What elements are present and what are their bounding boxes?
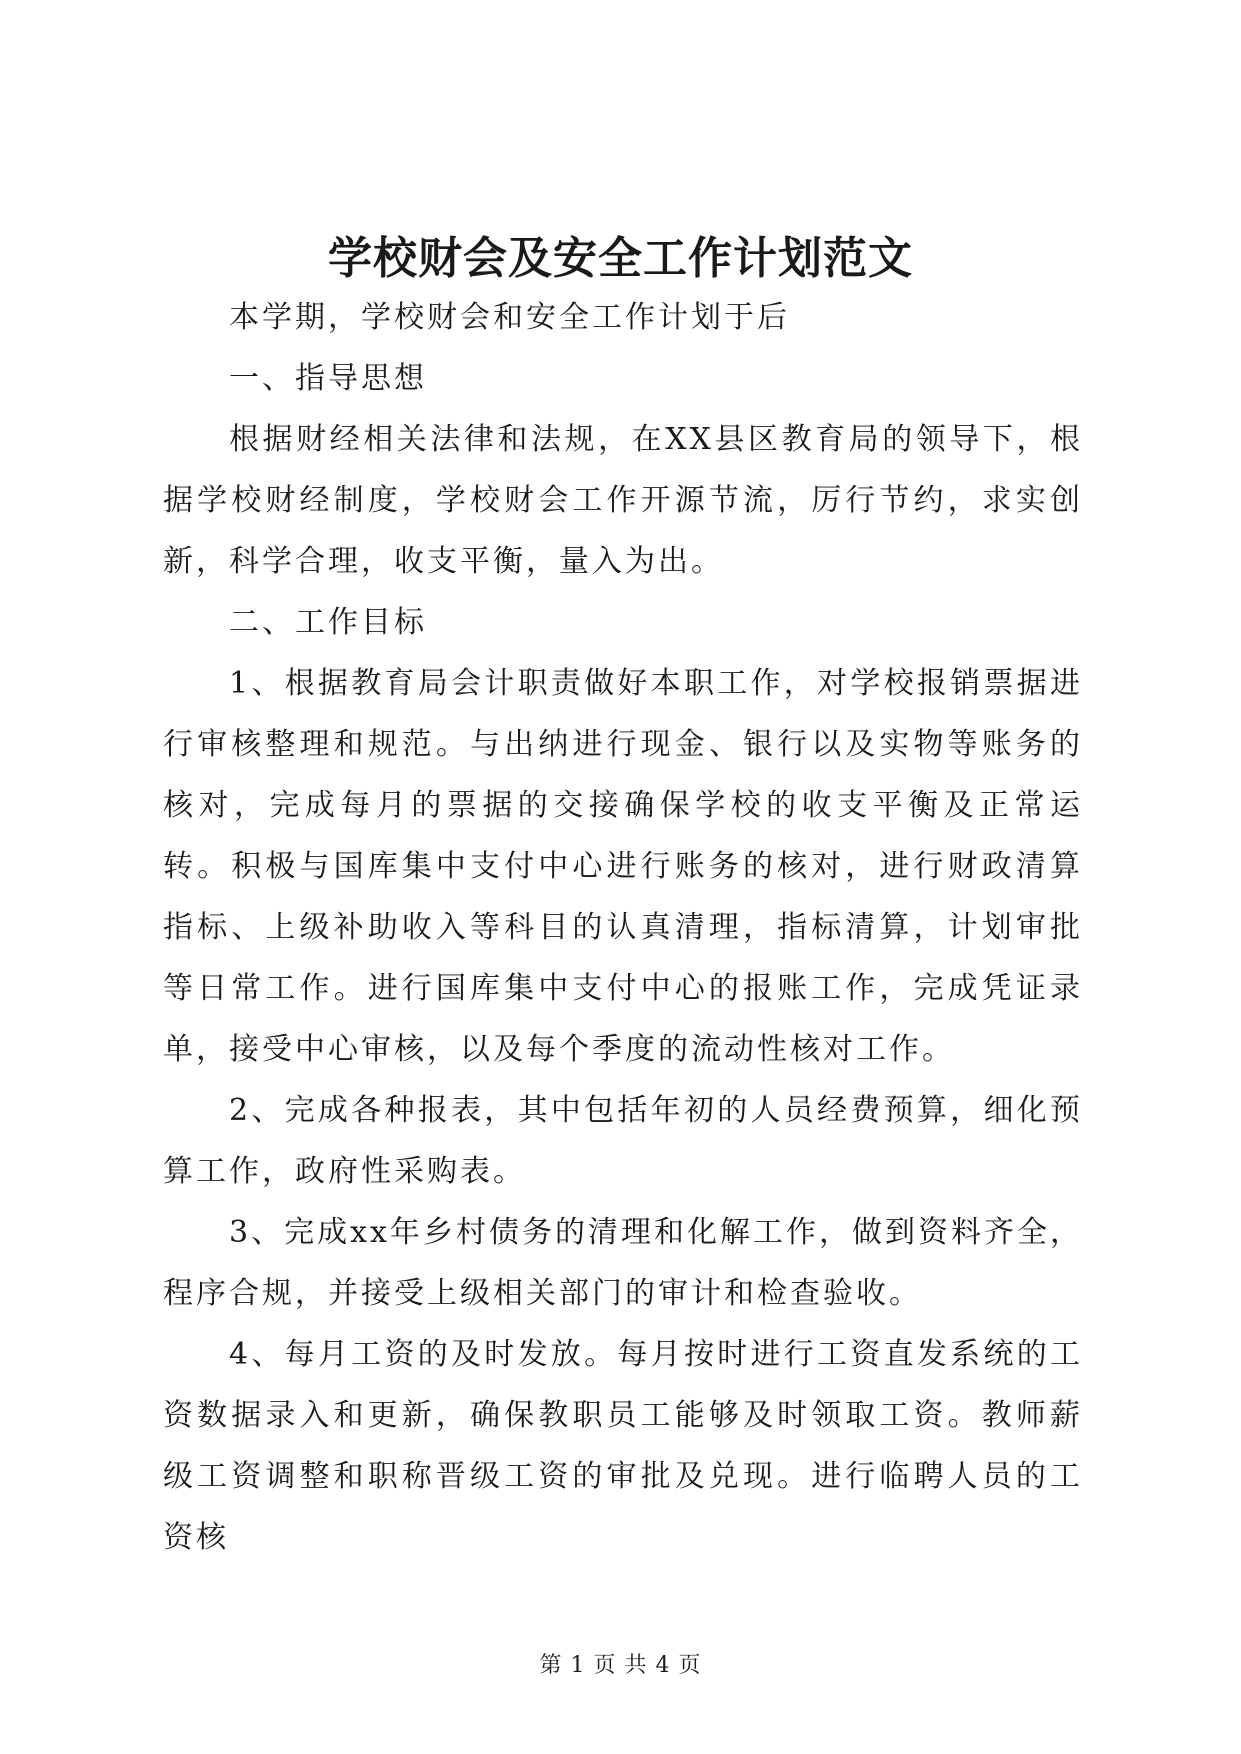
paragraph-goal-1: 1、根据教育局会计职责做好本职工作，对学校报销票据进行审核整理和规范。与出纳进行现金、银行以及实物等账务的核对，完成每月的票据的交接确保学校的收支平衡及正常运转。积极与国库集中支付中心进行账务的核对，进行财政清算指标、上级补助收入等科目的认真清理，指标清算，计划审批等日常工作。进行国库集中支付中心的报账工作，完成凭证录单，接受中心审核，以及每个季度的流动性核对工作。	[163, 666, 1083, 1067]
heading-work-goals: 二、工作目标	[229, 605, 427, 640]
page-footer: 第 1 页 共 4 页	[539, 1653, 702, 1678]
paragraph-guiding-ideology: 根据财经相关法律和法规，在XX县区教育局的领导下，根据学校财经制度，学校财会工作开源节流，厉行节约，求实创新，科学合理，收支平衡，量入为出。	[163, 422, 1083, 579]
document-body	[163, 287, 1083, 1568]
paragraph-goal-3: 3、完成xx年乡村债务的清理和化解工作，做到资料齐全，程序合规，并接受上级相关部门的审计和检查验收。	[163, 1215, 1083, 1311]
document-title: 学校财会及安全工作计划范文	[328, 233, 913, 284]
paragraph-goal-4: 4、每月工资的及时发放。每月按时进行工资直发系统的工资数据录入和更新，确保教职员工能够及时领取工资。教师薪级工资调整和职称晋级工资的审批及兑现。进行临聘人员的工资核	[163, 1337, 1083, 1555]
paragraph-goal-2: 2、完成各种报表，其中包括年初的人员经费预算，细化预算工作，政府性采购表。	[163, 1093, 1083, 1189]
heading-guiding-ideology: 一、指导思想	[229, 361, 427, 396]
paragraph-intro: 本学期，学校财会和安全工作计划于后	[229, 300, 790, 335]
